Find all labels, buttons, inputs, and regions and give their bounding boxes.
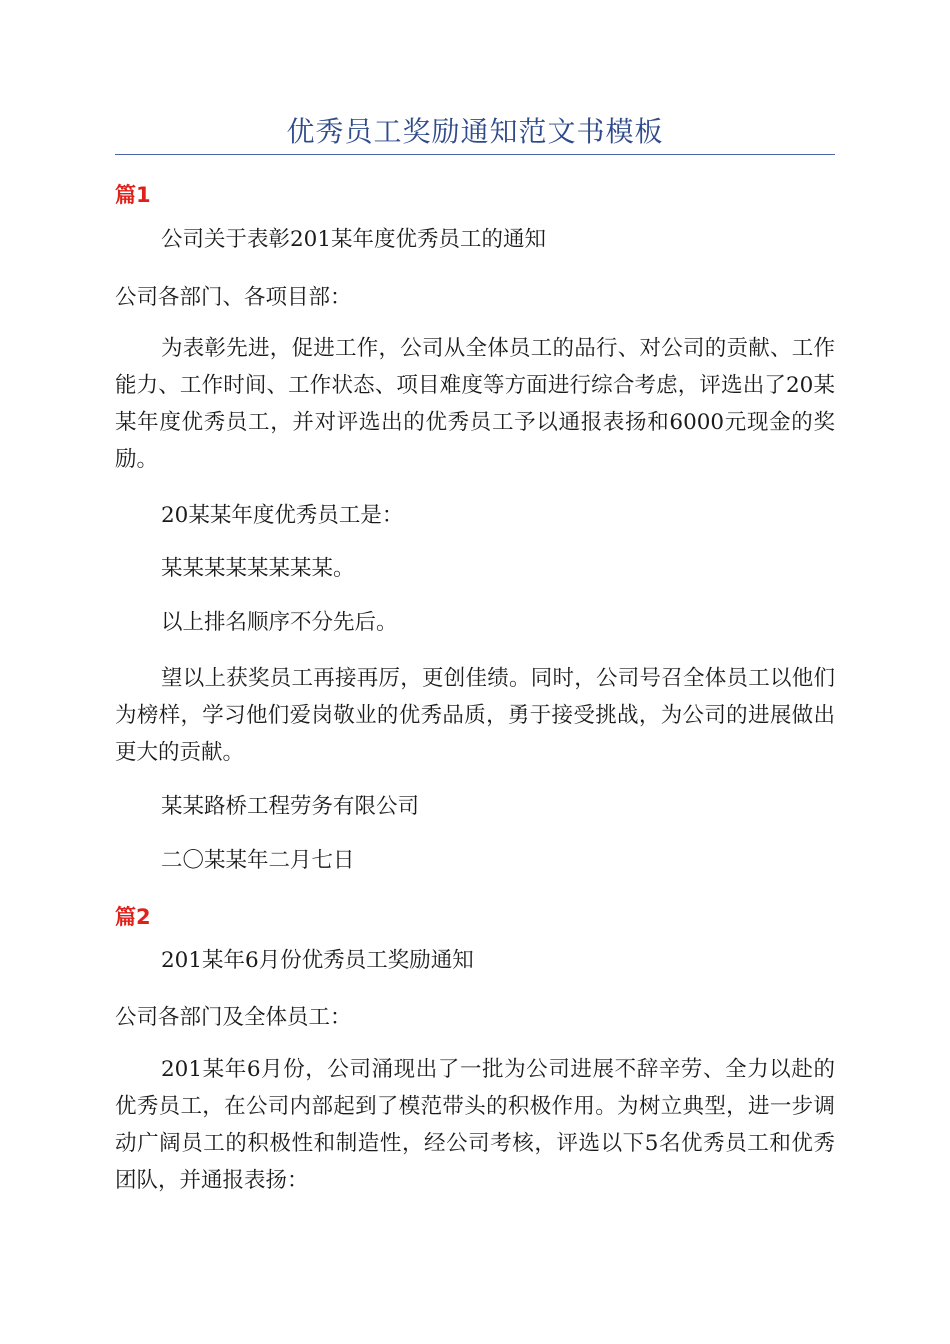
signature-company: 某某路桥工程劳务有限公司: [161, 794, 420, 819]
awardee-intro: 20某某年度优秀员工是：: [161, 503, 404, 528]
notice-title-2: 201某年6月份优秀员工奖励通知: [161, 948, 474, 973]
salutation-2: 公司各部门及全体员工：: [115, 1005, 352, 1030]
signature-date: 二〇某某年二月七日: [161, 848, 355, 873]
document-title: 优秀员工奖励通知范文书模板: [286, 115, 664, 148]
section-heading-2: 篇2: [115, 905, 151, 929]
salutation-1: 公司各部门、各项目部：: [115, 285, 352, 310]
section-heading-1: 篇1: [115, 183, 151, 207]
awardee-names: 某某某某某某某某。: [161, 556, 355, 581]
body-paragraph: 望以上获奖员工再接再厉，更创佳绩。同时，公司号召全体员工以他们为榜样，学习他们爱岗敬业的优秀品质，勇于接受挑战，为公司的进展做出更大的贡献。: [115, 666, 835, 765]
notice-title-1: 公司关于表彰201某年度优秀员工的通知: [161, 227, 547, 252]
title-underline: [115, 154, 835, 155]
order-note: 以上排名顺序不分先后。: [161, 610, 398, 635]
body-paragraph: 为表彰先进，促进工作，公司从全体员工的品行、对公司的贡献、工作能力、工作时间、工作状态、项目难度等方面进行综合考虑，评选出了20某某年度优秀员工，并对评选出的优秀员工予以通报表扬和6000元现金的奖励。: [115, 336, 835, 472]
body-paragraph: 201某年6月份，公司涌现出了一批为公司进展不辞辛劳、全力以赴的优秀员工，在公司内部起到了模范带头的积极作用。为树立典型，进一步调动广阔员工的积极性和制造性，经公司考核，评选以下5名优秀员工和优秀团队，并通报表扬：: [115, 1057, 835, 1193]
